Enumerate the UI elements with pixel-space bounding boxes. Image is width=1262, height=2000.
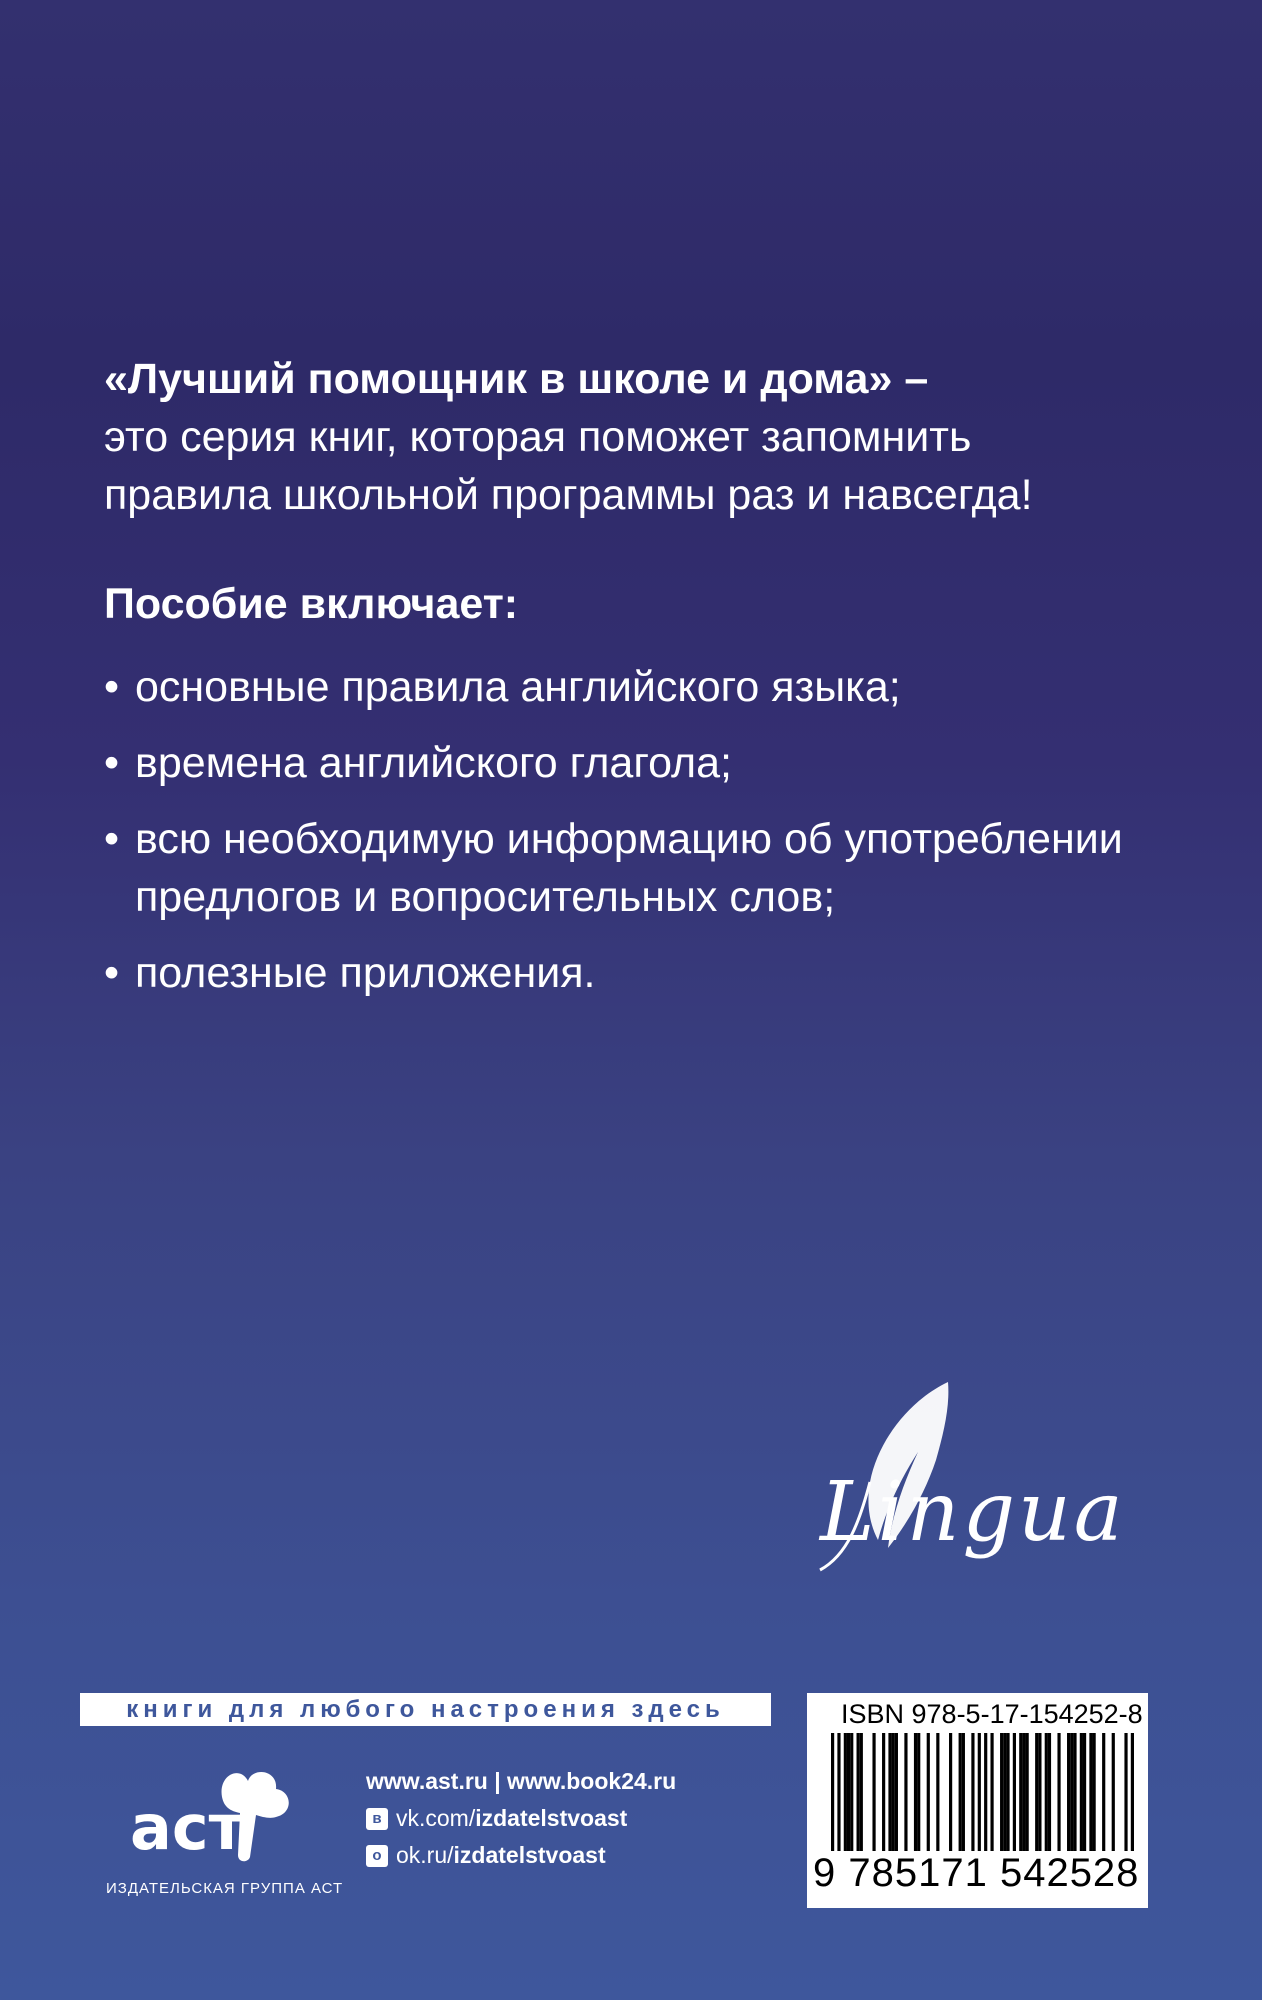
bullet: • xyxy=(104,815,120,863)
barcode-bar xyxy=(895,1733,898,1851)
ast-logo-icon xyxy=(130,1745,310,1865)
ok-handle: izdatelstvoast xyxy=(453,1842,606,1868)
barcode-bar xyxy=(904,1733,907,1851)
ast-logo-text: аст xyxy=(130,1791,245,1864)
vk-domain: vk.com/ xyxy=(396,1805,476,1831)
series-description xyxy=(104,350,1184,524)
contents-list xyxy=(104,658,1164,1020)
barcode-bar xyxy=(837,1733,840,1851)
list-item xyxy=(104,810,1164,926)
barcode-bar xyxy=(1067,1733,1070,1851)
barcode-bar xyxy=(962,1733,965,1851)
barcode-bar xyxy=(872,1733,875,1851)
series-intro-line2: это серия книг, которая поможет запомнить xyxy=(104,413,972,461)
list-item-text: времена английского глагола; xyxy=(135,739,733,787)
barcode-bar xyxy=(892,1733,895,1851)
barcode-bar xyxy=(984,1733,987,1851)
barcode-bar xyxy=(1035,1733,1038,1851)
lingua-logo xyxy=(800,1370,1140,1610)
ok-icon: о xyxy=(366,1845,388,1867)
imprint-name: Lingua xyxy=(820,1465,1126,1560)
barcode-bar xyxy=(1038,1733,1041,1851)
barcode-bar xyxy=(1089,1733,1092,1851)
barcode-bar xyxy=(1124,1733,1127,1851)
barcode-bar xyxy=(949,1733,952,1851)
barcode-bar xyxy=(857,1733,860,1851)
isbn-number: ISBN 978-5-17-154252-8 xyxy=(841,1699,1143,1729)
barcode-bar xyxy=(1000,1733,1003,1851)
barcode-bar xyxy=(1131,1733,1134,1851)
barcode-bar xyxy=(1045,1733,1048,1851)
barcode-bar xyxy=(888,1733,891,1851)
barcode-bar xyxy=(1006,1733,1009,1851)
barcode-bar xyxy=(1026,1733,1029,1851)
list-item-text: всю необходимую информацию об употреблении предлогов и вопросительных слов; xyxy=(135,815,1123,921)
isbn-block xyxy=(807,1693,1148,1908)
barcode-bar xyxy=(1102,1733,1105,1851)
barcode-bar xyxy=(1093,1733,1096,1851)
barcode-bar xyxy=(850,1733,853,1851)
series-intro-line1 xyxy=(104,350,1184,408)
list-item xyxy=(104,658,1164,716)
barcode-bar xyxy=(1073,1733,1076,1851)
barcode-digits: 9 785171 542528 xyxy=(813,1851,1140,1895)
barcode-bar xyxy=(1057,1733,1060,1851)
list-item xyxy=(104,944,1164,1002)
barcode-bar xyxy=(990,1733,993,1851)
series-dash: – xyxy=(892,355,929,403)
barcode-bar xyxy=(1019,1733,1022,1851)
barcode-bar xyxy=(1022,1733,1025,1851)
barcode-bar xyxy=(978,1733,981,1851)
publisher-logo xyxy=(130,1745,310,1865)
contents-heading: Пособие включает: xyxy=(104,580,519,628)
series-intro-line3: правила школьной программы раз и навсегда! xyxy=(104,471,1033,519)
barcode-bar xyxy=(882,1733,885,1851)
publisher-caption: ИЗДАТЕЛЬСКАЯ ГРУППА АСТ xyxy=(106,1880,344,1897)
barcode-bar xyxy=(914,1733,917,1851)
list-item-text: полезные приложения. xyxy=(135,949,596,997)
barcode-bar xyxy=(831,1733,834,1851)
barcode-bar xyxy=(844,1733,847,1851)
barcode-bar xyxy=(1070,1733,1073,1851)
list-item xyxy=(104,734,1164,792)
barcode-bar xyxy=(971,1733,974,1851)
barcode-bar xyxy=(927,1733,930,1851)
barcode-bar xyxy=(1112,1733,1115,1851)
vk-link[interactable] xyxy=(366,1800,676,1837)
barcode-bar xyxy=(1013,1733,1016,1851)
vk-handle: izdatelstvoast xyxy=(475,1805,628,1831)
barcode-bar xyxy=(936,1733,939,1851)
publisher-links xyxy=(366,1763,676,1874)
bullet: • xyxy=(104,739,120,787)
barcode xyxy=(831,1733,1134,1851)
barcode-bar xyxy=(1048,1733,1051,1851)
bullet: • xyxy=(104,949,120,997)
slogan-bar: книги для любого настроения здесь xyxy=(80,1693,771,1726)
list-item-text: основные правила английского языка; xyxy=(135,663,901,711)
ok-domain: ok.ru/ xyxy=(396,1842,454,1868)
barcode-bar xyxy=(1003,1733,1006,1851)
series-name: «Лучший помощник в школе и дома» xyxy=(104,355,893,403)
barcode-bar xyxy=(959,1733,962,1851)
barcode-bar xyxy=(847,1733,850,1851)
ok-link[interactable] xyxy=(366,1837,676,1874)
vk-icon: в xyxy=(366,1808,388,1830)
barcode-bar xyxy=(860,1733,863,1851)
barcode-bar xyxy=(917,1733,920,1851)
bullet: • xyxy=(104,663,120,711)
barcode-bar xyxy=(1080,1733,1083,1851)
barcode-bar xyxy=(1083,1733,1086,1851)
website-links[interactable]: www.ast.ru | www.book24.ru xyxy=(366,1768,677,1794)
